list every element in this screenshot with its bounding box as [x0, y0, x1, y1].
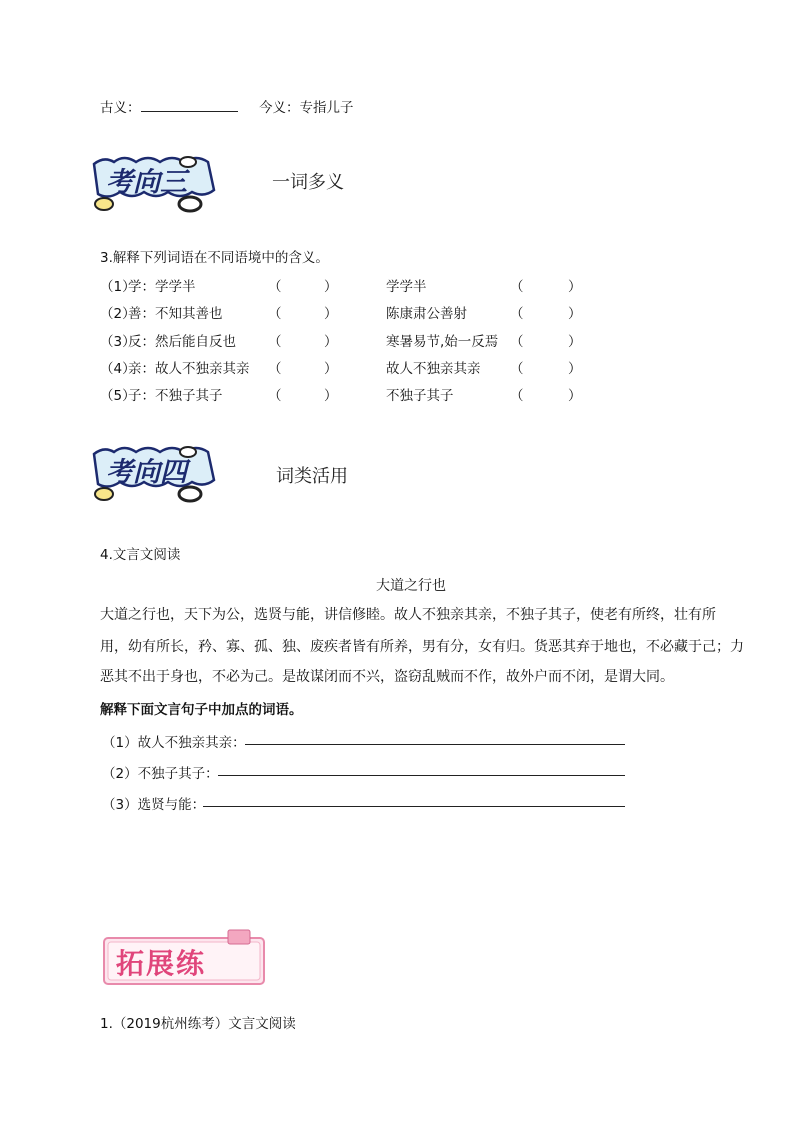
question-4: 4.文言文阅读 [100, 547, 181, 563]
item-1-label: （1）故人不独亲其亲： [102, 735, 246, 751]
section-title-cilei-huoyong: 词类活用 [276, 466, 348, 487]
row-right-phrase: 故人不独亲其亲 [386, 361, 481, 377]
row-number: （4） [100, 361, 136, 377]
badge-text: 考向三 [106, 167, 187, 198]
left-answer-paren-open[interactable]: （ [268, 388, 282, 404]
passage-line-2: 用，幼有所长，矜、寡、孤、独、废疾者皆有所养，男有分，女有归。货恶其弃于地也，不必藏于己；力 [100, 639, 744, 655]
row-number: （2） [100, 306, 136, 322]
left-answer-paren-open[interactable]: （ [268, 361, 282, 377]
passage-line-3: 恶其不出于身也，不必为己。是故谋闭而不兴，盗窃乱贼而不作，故外户而不闭，是谓大同。 [100, 669, 674, 685]
right-answer-paren-close[interactable]: ） [568, 361, 582, 377]
row-left-phrase: 善：不知其善也 [128, 306, 223, 322]
left-answer-paren-close[interactable]: ） [324, 306, 338, 322]
left-answer-paren-close[interactable]: ） [324, 279, 338, 295]
row-right-phrase: 寒暑易节,始一反焉 [386, 334, 499, 350]
left-answer-paren-open[interactable]: （ [268, 334, 282, 350]
row-left-phrase: 学：学学半 [128, 279, 196, 295]
section-badge-kaoxiang-3 [84, 150, 224, 216]
row-right-phrase: 学学半 [386, 279, 427, 295]
right-answer-paren-close[interactable]: ） [568, 388, 582, 404]
gu-yi-blank[interactable] [141, 97, 238, 112]
gu-yi-label: 古义： [100, 96, 238, 116]
row-right-phrase: 不独子其子 [386, 388, 454, 404]
section-badge-kaoxiang-4 [84, 440, 224, 506]
left-answer-paren-close[interactable]: ） [324, 388, 338, 404]
item-3-label: （3）选贤与能： [102, 797, 206, 813]
row-left-phrase: 亲：故人不独亲其亲 [128, 361, 250, 377]
extension-badge [100, 928, 275, 990]
right-answer-paren-open[interactable]: （ [510, 388, 524, 404]
right-answer-paren-close[interactable]: ） [568, 306, 582, 322]
instruction: 解释下面文言句子中加点的词语。 [100, 702, 303, 718]
section-title-yici-duoyi: 一词多义 [272, 172, 344, 193]
right-answer-paren-open[interactable]: （ [510, 334, 524, 350]
row-left-phrase: 子：不独子其子 [128, 388, 223, 404]
right-answer-paren-open[interactable]: （ [510, 306, 524, 322]
jin-yi-label: 今义：专指儿子 [259, 100, 354, 116]
item-2-label: （2）不独子其子： [102, 766, 219, 782]
row-left-phrase: 反：然后能自反也 [128, 334, 236, 350]
extension-question-1: 1.（2019杭州练考）文言文阅读 [100, 1016, 296, 1032]
row-number: （5） [100, 388, 136, 404]
left-answer-paren-open[interactable]: （ [268, 279, 282, 295]
right-answer-paren-open[interactable]: （ [510, 361, 524, 377]
left-answer-paren-open[interactable]: （ [268, 306, 282, 322]
right-answer-paren-close[interactable]: ） [568, 334, 582, 350]
left-answer-paren-close[interactable]: ） [324, 334, 338, 350]
right-answer-paren-close[interactable]: ） [568, 279, 582, 295]
question-3: 3.解释下列词语在不同语境中的含义。 [100, 250, 329, 266]
row-number: （1） [100, 279, 136, 295]
row-number: （3） [100, 334, 136, 350]
item-1-answer-line[interactable] [245, 744, 625, 745]
passage-line-1: 大道之行也，天下为公，选贤与能，讲信修睦。故人不独亲其亲，不独子其子，使老有所终，壮有所 [100, 607, 716, 623]
row-right-phrase: 陈康肃公善射 [386, 306, 467, 322]
item-3-answer-line[interactable] [203, 806, 625, 807]
passage-title: 大道之行也 [376, 578, 446, 594]
right-answer-paren-open[interactable]: （ [510, 279, 524, 295]
badge-text: 考向四 [106, 457, 187, 488]
left-answer-paren-close[interactable]: ） [324, 361, 338, 377]
badge-text: 拓展练 [116, 947, 207, 980]
item-2-answer-line[interactable] [218, 775, 625, 776]
